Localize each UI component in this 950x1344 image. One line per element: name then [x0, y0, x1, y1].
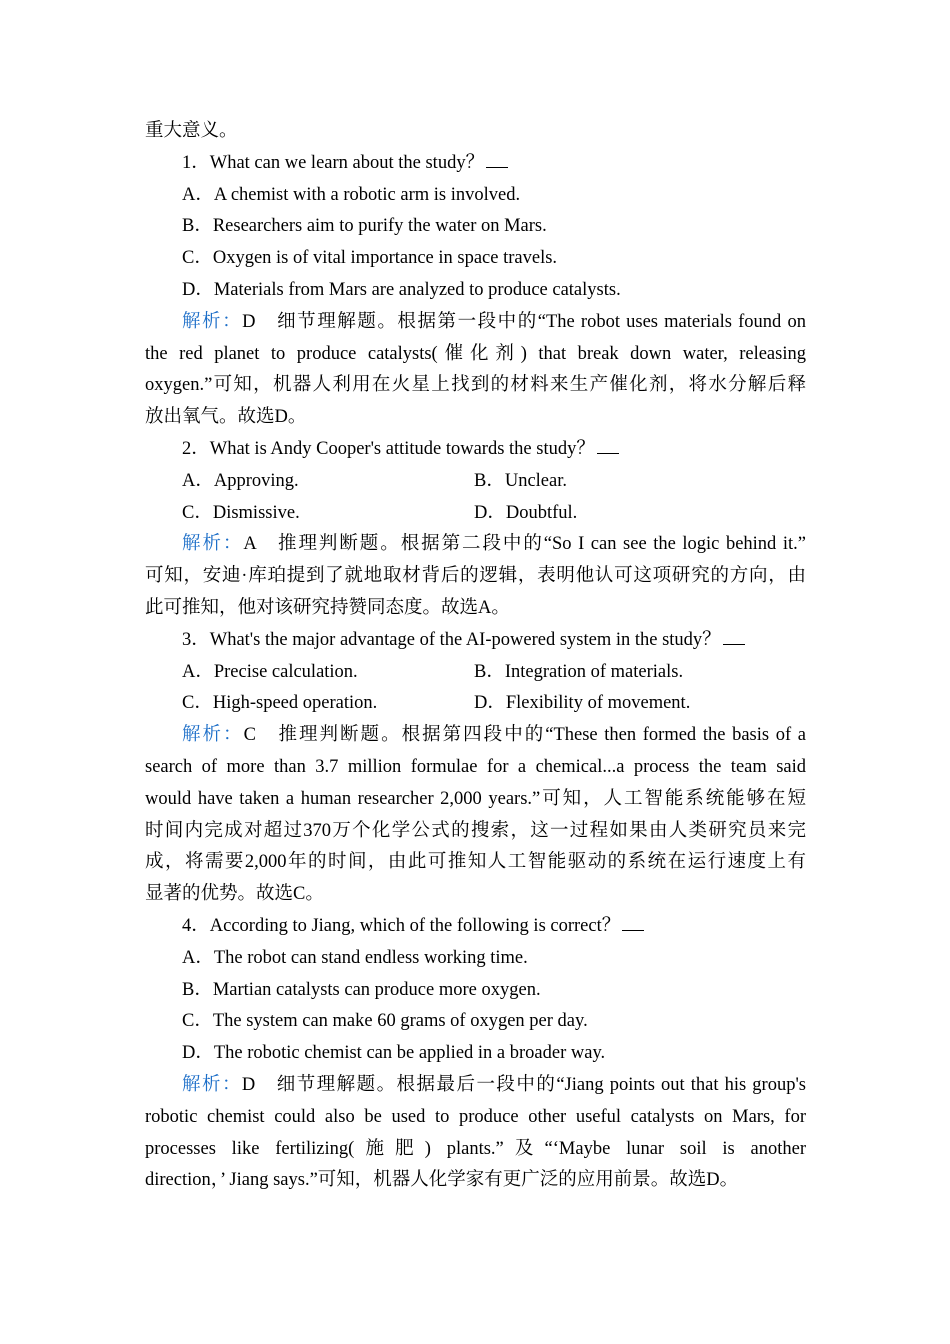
- analysis-line: processes like fertilizing(施肥) plants.”及“‘Maybe lunar soil is another: [145, 1138, 806, 1159]
- analysis-label: 解析：: [182, 725, 244, 746]
- options-row: [145, 466, 806, 498]
- question-stem: 4．According to Jiang, which of the following is correct？: [145, 911, 806, 943]
- option-d: D．Flexibility of movement.: [474, 693, 691, 714]
- answer-blank: [486, 149, 508, 168]
- question-3: [145, 625, 806, 911]
- intro-tail: 重大意义。: [145, 121, 238, 141]
- question-4: [145, 911, 806, 1197]
- analysis-line: direction，’ Jiang says.”可知，机器人化学家有更广泛的应用前景。故选D。: [145, 1170, 739, 1191]
- analysis-line: 解析：D 细节理解题。根据第一段中的“The robot uses materials found on: [182, 311, 806, 332]
- option-c: C．Oxygen is of vital importance in space travels.: [182, 248, 558, 269]
- option-c: C．Dismissive.: [182, 502, 300, 523]
- option-a: A．Precise calculation.: [182, 661, 358, 682]
- question-stem: 3．What's the major advantage of the AI-powered system in the study？: [145, 625, 806, 657]
- analysis-line: 时间内完成对超过370万个化学公式的搜索，这一过程如果由人类研究员来完: [145, 820, 806, 841]
- analysis-line: would have taken a human researcher 2,000 years.”可知，人工智能系统能够在短: [145, 788, 806, 809]
- analysis-label: 解析：: [182, 534, 244, 555]
- answer-blank: [597, 435, 619, 454]
- option-a: A．The robot can stand endless working time.: [182, 947, 528, 968]
- answer-blank: [723, 626, 745, 645]
- options-row: [145, 657, 806, 689]
- question-1: [145, 148, 806, 434]
- analysis-line: oxygen.”可知，机器人利用在火星上找到的材料来生产催化剂，将水分解后释: [145, 375, 806, 396]
- analysis-line: 解析：D 细节理解题。根据最后一段中的“Jiang points out that his group's: [182, 1074, 806, 1095]
- option-b: B．Researchers aim to purify the water on Mars.: [182, 216, 547, 237]
- option-b: B．Integration of materials.: [474, 661, 684, 682]
- analysis-line: 解析：C 推理判断题。根据第四段中的“These then formed the basis of a: [182, 725, 806, 746]
- question-2: [145, 434, 806, 625]
- options-row: [145, 688, 806, 720]
- analysis-line: the red planet to produce catalysts(催化剂) that break down water, releasing: [145, 343, 806, 364]
- option-c: C．The system can make 60 grams of oxygen per day.: [182, 1011, 588, 1032]
- option-d: D．The robotic chemist can be applied in a broader way.: [182, 1043, 606, 1064]
- question-stem: 1．What can we learn about the study？: [145, 148, 806, 180]
- question-stem: 2．What is Andy Cooper's attitude towards the study？: [145, 434, 806, 466]
- analysis-line: 成，将需要2,000年的时间，由此可推知人工智能驱动的系统在运行速度上有: [145, 852, 806, 873]
- option-a: A．A chemist with a robotic arm is involved.: [182, 184, 521, 205]
- analysis-label: 解析：: [182, 311, 243, 332]
- analysis-line: 此可推知，他对该研究持赞同态度。故选A。: [145, 597, 510, 618]
- analysis-line: robotic chemist could also be used to produce other useful catalysts on Mars, for: [145, 1106, 806, 1127]
- option-d: D．Materials from Mars are analyzed to produce catalysts.: [182, 279, 621, 300]
- analysis-line: 显著的优势。故选C。: [145, 884, 324, 905]
- answer-blank: [622, 912, 644, 931]
- analysis-line: 放出氧气。故选D。: [145, 407, 307, 428]
- analysis-line: 解析：A 推理判断题。根据第二段中的“So I can see the logic behind it.”: [182, 534, 806, 555]
- analysis-line: 可知，安迪·库珀提到了就地取材背后的逻辑，表明他认可这项研究的方向，由: [145, 566, 806, 587]
- option-b: B．Martian catalysts can produce more oxygen.: [182, 979, 541, 1000]
- option-d: D．Doubtful.: [474, 502, 578, 523]
- option-c: C．High-speed operation.: [182, 693, 378, 714]
- analysis-line: search of more than 3.7 million formulae for a chemical...a process the team said: [145, 756, 806, 777]
- options-row: [145, 498, 806, 530]
- option-b: B．Unclear.: [474, 470, 567, 491]
- analysis-label: 解析：: [182, 1074, 242, 1095]
- document-page: [145, 116, 806, 1197]
- option-a: A．Approving.: [182, 470, 299, 491]
